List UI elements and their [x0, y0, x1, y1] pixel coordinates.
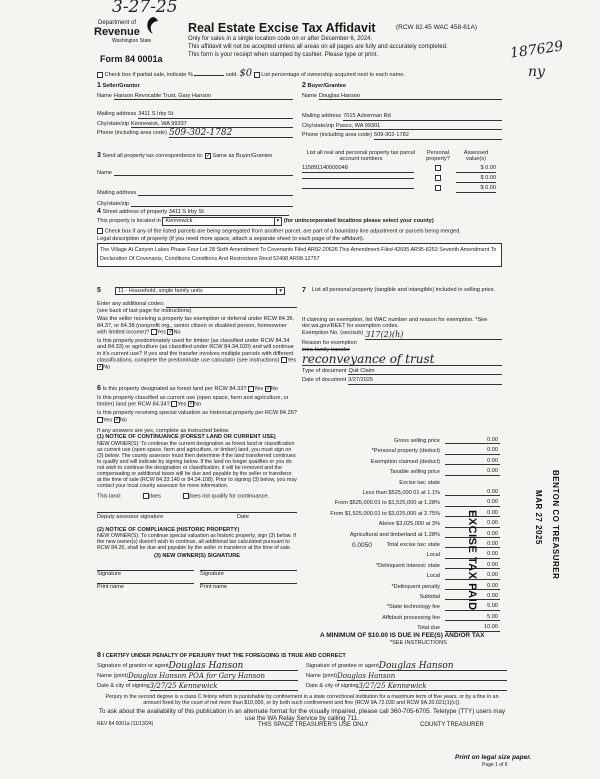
grantor-date-label: Date & city of signing — [97, 683, 150, 690]
doc-date-label: Date of document — [302, 377, 347, 384]
yes-label: Yes — [103, 417, 113, 424]
logo-state: Washington State — [112, 38, 152, 44]
grantor-sig-label: Signature of grantor or agent — [97, 663, 169, 670]
tax-row — [300, 614, 500, 625]
tax-row-label: Local — [426, 573, 440, 580]
seller-city[interactable]: Kennewick, WA 99337 — [131, 121, 293, 128]
ownership-label: List percentage of ownership acquired next to each name. — [261, 72, 405, 78]
buyer-section: 2 Buyer/Grantee Name Douglas Hanson Mailing address 7015 Ackerman Rd City/state/zip Pasco, WA 99301 Phone (including area code) 509-302-1782 — [302, 82, 502, 140]
header-line1: Only for sales in a single location code on or after December 6, 2024. — [188, 36, 373, 42]
rev-number: REV 84 0001a (11/13/24) — [97, 721, 154, 727]
seller-name-label: Name — [97, 93, 112, 100]
section6: 6 Is this property designated as forest land per RCW 84.33? Yes ✓ No Is this property classified as current use (open space, farm and agriculture, or timber) land per RCW 84.34? Yes ✓ No Is this property receiving special valuation as historical property per RCW 84.26? Yes ✓ No If any answers are yes, complete as instructed below. (1) NOTICE OF CONTINUANCE (FOREST LAND OR CURRENT USE) NEW OWNER(S): To continue the current designation as forest land or classification as current use (open space, farm and agriculture, or timber) land, you must sign on (3) below. The county assessor must then determine if the land transferred continues to qualify and will indicate by signing below. If the land no longer qualifies or you do not wish to continue the designation or classification, it will be removed and the compensating or additional taxes will be due and payable by the seller or transferor at the time of sale (RCW 84.33.140 or 84.34.108). Prior to signing (3) below, you may contact your local county assessor for more information. This land: does does not qualify for continuance. Deputy assessor signature Date (2) NOTICE OF COMPLIANCE (HISTORIC PROPERTY) NEW OWNER(S): To continue special valuation as historic property, sign (3) below. If the new owner(s) doesn't wish to continue, all additional tax calculated pursuant to RCW 84.26, shall be due and payable by the seller or transferor at the time of sale. (3) NEW OWNER(S) SIGNATURE Signature Signature Print name Print name — [97, 385, 297, 590]
does-label: does — [148, 493, 161, 500]
tax-row-value[interactable]: 0.00 — [445, 531, 500, 538]
personal-col-header: Personal property? — [426, 150, 450, 163]
tax-row-value[interactable]: 0.00 — [445, 468, 500, 475]
tax-row-label: *Personal property (deduct) — [371, 448, 440, 455]
logo-swirl-icon — [144, 16, 162, 36]
grantee-sig-label: Signature of grantee or agent — [306, 663, 379, 670]
no-label: No — [173, 329, 181, 336]
buyer-phone[interactable]: 509-302-1782 — [374, 132, 502, 139]
personal-property-label: List all personal property (tangible and intangible) included in selling price. — [312, 287, 496, 293]
local-rate: 0.0050 — [352, 542, 372, 549]
assessed-value[interactable]: $ 0.00 — [456, 165, 496, 172]
page-number: Page 1 of 6 — [482, 762, 508, 768]
yes-label: Yes — [177, 401, 187, 408]
tax-row-label: Local — [426, 552, 440, 559]
tax-row-label: Agricultural and timberland at 1.28% — [349, 531, 440, 538]
handwritten-reason[interactable]: reconveyance of trust — [302, 353, 502, 366]
section4: 4 Street address of property 3411 S Irby St This property is located in Kennewick ▾ (for unincorporated locations please select your county) Check box if any of the listed parcels are being segregated from another parcel, are part of a boundary line adjustment or parcels being merged. Legal description of property (if you need more space, attach a separate sheet to each page of the affidavit). The Village At Canyon Lakes Phase Four Lot 28 Sixth Amendment To Covenants Filed AR92-20626 This Amendment Filed 42695 AR95-8253 Seventh Amendment To Declaration Of Covenants, Conditions Conditions And Restrictions Recd 52498 AR98-12757 — [97, 208, 502, 267]
dor-logo — [94, 14, 164, 54]
treasurer-only: THIS SPACE TREASURER'S USE ONLY — [258, 722, 369, 728]
header-line2: This affidavit will not be accepted unless all areas on all pages are fully and accurately completed. — [188, 44, 448, 50]
handwritten-initials: ny — [528, 64, 545, 80]
located-label: This property is located in — [97, 218, 161, 225]
seller-section: 1 Seller/Grantor Name Hanson Revocable Trust, Gary Hanson Mailing address 3411 S Irby St City/state/zip Kennewick, WA 99337 Phone (including area code) 509-302-1782 — [97, 82, 293, 138]
yes-label: Yes — [156, 329, 166, 336]
logo-dept: Department of — [98, 20, 137, 26]
use-code-select[interactable] — [115, 287, 285, 295]
no-label: No — [270, 386, 278, 392]
q-historic: Is this property receiving special valuation as historical property per RCW 84.26? — [97, 410, 297, 417]
tax-row-value[interactable]: 0.00 — [445, 562, 500, 569]
notice2-title: (2) NOTICE OF COMPLIANCE (HISTORIC PROPERTY) — [97, 526, 240, 533]
see-instructions: *SEE INSTRUCTIONS — [390, 640, 447, 646]
tax-row-value[interactable]: 0.00 — [445, 593, 500, 600]
grantor-date[interactable]: 3/27/25 Kennewick — [150, 683, 298, 691]
handwritten-zero: $0 — [239, 68, 253, 79]
tax-row-label: Total excise tax: state — [386, 542, 440, 548]
logo-revenue: Revenue — [94, 26, 140, 38]
grantee-date[interactable]: 3/27/25 Kennewick — [359, 683, 507, 691]
buyer-name[interactable]: Douglas Hanson — [319, 93, 502, 100]
corr-city-label: City/state/zip — [97, 200, 130, 207]
grantor-signature[interactable]: Douglas Hanson — [169, 663, 298, 671]
tax-row-label: *Delinquent interest: state — [375, 562, 440, 569]
tax-row-label: From $525,000.01 to $1,525,000 at 1.28% — [334, 500, 440, 507]
grantee-name-label: Name (print) — [306, 673, 338, 680]
stamp-date: MAR 27 2025 — [534, 490, 543, 545]
parcel-row — [302, 165, 502, 173]
assessed-col-header: Assessed value(s) — [463, 150, 489, 163]
owner-print-2[interactable]: Print name — [200, 583, 297, 590]
tax-row-value[interactable]: 0.00 — [445, 520, 500, 527]
corr-name-field[interactable] — [114, 170, 293, 176]
tax-row-value[interactable]: 5.00 — [445, 603, 500, 610]
buyer-addr-label: Mailing address — [302, 113, 342, 120]
tax-row-value[interactable]: 0.00 — [445, 583, 500, 590]
grantor-name-label: Name (print) — [97, 673, 129, 680]
sold-label: sold. — [226, 72, 238, 78]
codes-field[interactable] — [166, 301, 297, 307]
no-label: No — [103, 364, 111, 371]
assessed-value[interactable]: $ 0.00 — [456, 175, 496, 182]
doc-date[interactable]: 3/27/2025 — [348, 377, 502, 384]
tax-row — [300, 499, 500, 510]
tax-row-value[interactable]: 0.00 — [445, 541, 500, 548]
partial-sale-row — [97, 68, 497, 80]
tax-row-value[interactable]: 0.00 — [445, 551, 500, 558]
tax-row-label: Taxable selling price — [389, 469, 440, 476]
tax-row-value[interactable]: 5.00 — [445, 614, 500, 621]
partial-sale-checkbox[interactable] — [97, 72, 103, 78]
q-current-use: Is this property classified as current use (open space, farm and agriculture, or timber) land per RCW 84.34? — [97, 395, 289, 408]
notice1-text: NEW OWNER(S): To continue the current designation as forest land or classification as current use (open space, farm and agriculture, or timber) land, you must sign on (3) below. The county assessor must then determine if the land transferred continues to qualify and will indicate by signing below. If the land no longer qualifies or you do not wish to continue the designation or classification, it will be removed and the compensating or additional taxes will be due and payable by the seller or transferor at the time of sale (RCW 84.33.140 or 84.34.108). Prior to signing (3) below, you may contact your local county assessor for more information. — [97, 440, 297, 490]
owner-print-1[interactable]: Print name — [97, 583, 194, 590]
property-street[interactable]: 3411 S Irby St — [169, 209, 289, 216]
seller-heading: Seller/Grantor — [102, 83, 140, 89]
tax-row-value[interactable]: 0.00 — [445, 510, 500, 517]
deputy-label: Deputy assessor signature — [97, 514, 164, 521]
ownership-checkbox[interactable] — [254, 72, 260, 78]
segregated-label: Check box if any of the listed parcels are being segregated from another parcel, are part of a boundary line adjustment or parcels being merged. — [104, 228, 461, 235]
tax-row-label: Affidavit processing fee — [382, 614, 440, 621]
tax-row-label: Above $3,025,000 at 3% — [378, 521, 440, 528]
alt-format-text: To ask about the availability of this publication in an alternate format for the visually impaired, please call 360-705-6705. Teletype (TTY) users may use the WA Relay Service by calling 711. — [98, 708, 506, 723]
parcel-row — [302, 185, 502, 193]
assessed-value[interactable]: $ 0.00 — [456, 185, 496, 192]
notice1-title: (1) NOTICE OF CONTINUANCE (FOREST LAND OR CURRENT USE) — [97, 434, 276, 441]
tax-row-label: Subtotal — [419, 594, 440, 600]
seller-address[interactable]: 3411 S Irby St — [138, 111, 293, 118]
parcel-number[interactable] — [302, 188, 414, 189]
excise-tax-paid-stamp: EXCISE TAX PAID — [466, 510, 478, 611]
buyer-phone-label: Phone (including area code) — [302, 132, 372, 139]
chevron-down-icon: ▾ — [276, 288, 284, 294]
land-label: This land: — [97, 493, 122, 500]
new-owner-sig-title: (3) NEW OWNER(S) SIGNATURE — [154, 553, 240, 560]
q-forest: Is this property designated as forest land per RCW 84.33? — [102, 386, 247, 392]
seller-city-label: City/state/zip — [97, 120, 130, 127]
segregated-checkbox[interactable] — [97, 228, 103, 234]
correspondence-label: Send all property tax correspondence to: — [102, 153, 204, 159]
tax-row-value[interactable]: 0.00 — [445, 489, 500, 496]
section5: 5 11 - Household, single family units ▾ Enter any additional codes: (see back of last page for instructions) Was the seller receiving a property tax exemption or deferral under RCW 84.36, 84.37, or 84.38 (nonprofit org., senior citizen or disabled person, homeowner with limited income)? Yes ✓ No Is this property predominately used for timber (as classified under RCW 84.34 and 84.33) or agriculture (as classified under RCW 84.34.020) and will continue in it's current use? If yes and the transfer involves multiple parcels with different classifications, complete the predominate use calculator (see instructions) Yes ✓No — [97, 287, 297, 371]
section7: 7 List all personal property (tangible and intangible) included in selling price. If claiming an exemption, list WAC number and reason for exemption. *See dor.wa.gov/REET for exemption codes. Exemption No. (sec/sub) 317(2)(h) Reason for exemption intra-family transfer reconveyance of trust Type of document Quit Claim Date of document 3/27/2025 — [302, 287, 502, 385]
seller-addr-label: Mailing address — [97, 111, 137, 118]
tax-row-label: *State technology fee — [386, 604, 440, 611]
yes-label: Yes — [254, 386, 264, 392]
tax-row-label: *Delinquent penalty — [391, 583, 440, 590]
corr-name-label: Name — [97, 170, 112, 177]
handwritten-number: 187629 — [509, 38, 565, 62]
seller-phone[interactable]: 509-302-1782 — [169, 130, 293, 138]
street-label: Street address of property — [102, 209, 168, 215]
legal-label: Legal description of property (if you need more space, attach a separate sheet to each page of the affidavit). — [97, 235, 365, 242]
personal-property-checkbox[interactable] — [435, 175, 441, 181]
buyer-city-label: City/state/zip — [302, 122, 335, 129]
tax-row — [300, 489, 500, 500]
chevron-down-icon: ▾ — [274, 218, 282, 224]
see-back-note: (see back of last page for instructions) — [97, 307, 192, 314]
form-number: Form 84 0001a — [100, 54, 163, 64]
buyer-city[interactable]: Pasco, WA 99301 — [336, 123, 502, 130]
parcels-table — [302, 150, 502, 193]
correspondence-section: 3 Send all property tax correspondence to: ✓ Same as Buyer/Grantee Name Mailing address City/state/zip — [97, 152, 293, 207]
tax-row — [300, 468, 500, 479]
use-code-value: 11 - Household, single family units — [118, 288, 203, 294]
same-as-buyer-checkbox[interactable] — [205, 153, 211, 159]
tax-row-value[interactable]: 0.00 — [445, 447, 500, 454]
unincorp-note: (for unincorporated locations please select your county) — [283, 218, 434, 225]
no-label: No — [119, 417, 127, 424]
answers-note: If any answers are yes, complete as instructed below. — [97, 427, 230, 434]
buyer-heading: Buyer/Grantee — [307, 83, 347, 89]
parcels-col-header: List all real and personal property tax parcel account numbers — [306, 150, 416, 163]
exemption-number[interactable]: 317(2)(h) — [365, 330, 502, 340]
exemption-label: Exemption No. (sec/sub) — [302, 329, 364, 336]
location-select[interactable] — [162, 217, 282, 225]
legal-paper-note: Print on legal size paper. — [455, 754, 532, 761]
doc-type-label: Type of document — [302, 367, 347, 374]
header-line3: This form is your receipt when stamped by cashier. Please type or print. — [188, 52, 379, 58]
grantee-name[interactable]: Douglas Hanson — [337, 673, 507, 681]
intra-family: intra-family transfer — [302, 346, 350, 353]
q-exemption: Was the seller receiving a property tax exemption or deferral under RCW 84.36, 84.37, or 84.38 (nonprofit org., senior citizen or disabled person, homeowner with limited income)? — [97, 316, 295, 336]
partial-sale-label: Check box if partial sale, indicate % — [104, 72, 193, 78]
parcel-row — [302, 175, 502, 183]
tax-row-value[interactable]: 0.00 — [445, 572, 500, 579]
tax-row-value[interactable]: 0.00 — [445, 437, 500, 444]
section8: 8 I CERTIFY UNDER PENALTY OF PERJURY THAT THE FOREGOING IS TRUE AND CORRECT Signature of grantor or agent Douglas Hanson Name (print) Douglas Hanson POA for Gary Hanson Date & city of signing 3/27/25 Kennewick Signature of grantee or agent Douglas Hanson Name (print) Douglas Hanson Date & city of signing 3/27/25 Kennewick Perjury in the second degree is a class C felony which is punishable by confinement in a state correctional institution for a maximum term of five years, or by a fine in an amount fixed by the court of not more than $10,000, or by both such confinement and fine (RCW 9A.72.030 and RCW 9A.20.021(1)(c)). To ask about the availability of this publication in an alternate format for the visually impaired, please call 360-705-6705. Teletype (TTY) users may use the WA Relay Service by calling 711. — [97, 652, 506, 723]
grantor-name[interactable]: Douglas Hanson POA for Gary Hanson — [128, 673, 298, 681]
parcel-number[interactable]: 115891140000048 — [302, 165, 414, 172]
parcel-number[interactable] — [302, 178, 414, 179]
seller-phone-label: Phone (including area code) — [97, 130, 167, 137]
tax-row-value[interactable]: 10.00 — [445, 624, 500, 631]
reason-label: Reason for exemption — [302, 340, 357, 347]
buyer-name-label: Name — [302, 93, 317, 100]
corr-addr-field[interactable] — [138, 190, 293, 196]
exemption-note: If claiming an exemption, list WAC number and reason for exemption. *See dor.wa.gov/REET for exemption codes. — [302, 317, 488, 330]
minimum-due: A MINIMUM OF $10.00 IS DUE IN FEE(S) AND/OR TAX — [320, 632, 485, 639]
grantee-signature[interactable]: Douglas Hanson — [379, 663, 507, 671]
tax-row-label: Less than $525,000.01 at 1.1% — [362, 490, 440, 496]
corr-addr-label: Mailing address — [97, 190, 137, 197]
does-not-label: does not qualify for continuance. — [188, 493, 270, 500]
perjury-text: Perjury in the second degree is a class C felony which is punishable by confinement in a state correctional institution for a maximum term of five years, or by a fine in an amount fixed by the court of not more than $10,000, or by both such confinement and fine (RCW 9A.72.030 and RCW 9A.20.021(1)(c)). — [105, 694, 499, 707]
tax-row — [300, 447, 500, 458]
personal-property-checkbox[interactable] — [435, 165, 441, 171]
county-treasurer: COUNTY TREASURER — [420, 722, 484, 728]
tax-row — [300, 437, 500, 448]
tax-row — [300, 458, 500, 469]
tax-row-label: Excise tax: state — [399, 479, 440, 486]
tax-row-label: Gross selling price — [393, 438, 440, 444]
owner-sig-1[interactable]: Signature — [97, 570, 194, 577]
location-value: Kennewick — [165, 218, 193, 225]
q-timber: Is this property predominately used for timber (as classified under RCW 84.34 and 84.33) or agriculture (as classified under RCW 84.34.020) and will continue in it's current use? If yes and the transfer involves multiple parcels with different classifications, complete the predominate use calculator (see instructions) — [97, 338, 294, 364]
no-label: No — [194, 401, 202, 408]
doc-type[interactable]: Quit Claim — [348, 368, 502, 375]
tax-row-label: From $1,525,000.01 to $3,025,000 at 2.75% — [330, 510, 440, 517]
tax-row-value[interactable]: 0.00 — [445, 458, 500, 465]
tax-row-label: Exemption claimed (deduct) — [370, 458, 440, 465]
corr-city-field[interactable] — [131, 201, 293, 207]
grantee-date-label: Date & city of signing — [306, 683, 359, 690]
codes-label: Enter any additional codes: — [97, 301, 165, 308]
tax-row-label: Total due — [417, 625, 440, 632]
seller-name[interactable]: Hanson Revocable Trust, Gary Hanson — [114, 93, 293, 100]
handwritten-date: 3-27-25 — [112, 0, 178, 17]
owner-sig-2[interactable]: Signature — [200, 570, 297, 577]
deputy-date-label: Date — [237, 514, 249, 521]
buyer-address[interactable]: 7015 Ackerman Rd — [343, 113, 502, 120]
personal-property-checkbox[interactable] — [435, 185, 441, 191]
form-title: Real Estate Excise Tax Affidavit — [188, 21, 376, 35]
yes-label: Yes — [287, 357, 297, 364]
tax-row — [300, 479, 500, 490]
form-rcw: (RCW 82.45 WAC 458-61A) — [396, 24, 478, 31]
certify-text: I CERTIFY UNDER PENALTY OF PERJURY THAT THE FOREGOING IS TRUE AND CORRECT — [102, 653, 346, 659]
legal-description[interactable]: The Village At Canyon Lakes Phase Four Lot 28 Sixth Amendment To Covenants Filed AR92-20626 This Amendment Filed 42695 AR95-8253 Seventh Amendment To Declaration Of Covenants, Conditions Conditions And Restrictions Recd 52498 AR98-12757 — [97, 243, 502, 267]
notice2-text: NEW OWNER(S): To continue special valuation as historic property, sign (3) below. If the new owner(s) doesn't wish to continue, all additional tax calculated pursuant to RCW 84.26, shall be due and payable by the seller or transferor at the time of sale. — [97, 532, 297, 552]
treasurer-stamp: BENTON CO TREASURER — [551, 470, 560, 580]
same-as-buyer-label: Same as Buyer/Grantee — [212, 153, 273, 159]
tax-row-value[interactable]: 0.00 — [445, 499, 500, 506]
